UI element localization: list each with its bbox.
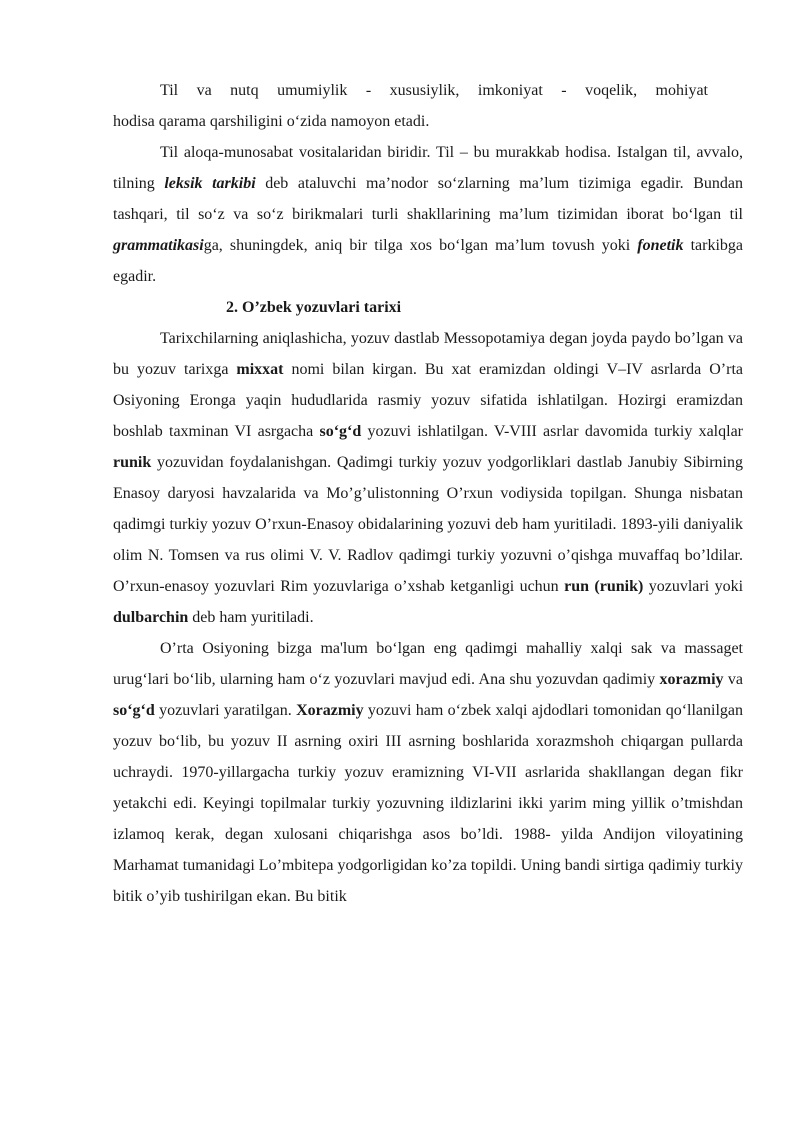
text-run: yozuvlari yaratilgan.: [154, 702, 297, 719]
text-run: deb ham yuritiladi.: [188, 609, 314, 626]
term-fonetik: fonetik: [637, 237, 684, 254]
intro-line-1: Til va nutq umumiylik - xususiylik, imkoniyat - voqelik, mohiyat: [160, 82, 708, 99]
term-runik: runik: [113, 454, 152, 471]
document-page: [113, 75, 743, 912]
term-xorazmiy: xorazmiy: [659, 671, 724, 688]
text-run: va: [723, 671, 744, 688]
term-xorazmiy-capital: Xorazmiy: [296, 702, 364, 719]
text-run: yozuvi ham o‘zbek xalqi ajdodlari tomonidan qo‘llanilgan yozuv bo‘lib, bu yozuv II asrning oxiri III asrning boshlarida xorazmshoh chiqargan pullarda uchraydi. 1970-yillargacha turkiy yozuv eramizning VI-VII asrlarida shakllangan degan fikr yetakchi edi. Keyingi topilmalar turkiy yozuvning ildizlarini ikki yarim ming yillik o’tmishdan izlamoq kerak, degan xulosani chiqarishga asos bo’ldi. 1988- yilda Andijon viloyatining Marhamat tumanidagi Lo’mbitepa yodgorligidan ko’za topildi. Uning bandi sirtiga qadimiy turkiy bitik o’yib tushirilgan ekan. Bu bitik: [113, 702, 744, 905]
text-run: yozuvidan foydalanishgan. Qadimgi turkiy yozuv yodgorliklari dastlab Janubiy Sibirning Enasoy daryosi havzalarida va Mo’g’ulistonning O’rxun vodiysida topilgan. Shunga nisbatan qadimgi turkiy yozuv O’rxun-Enasoy obidalarining yozuvi deb ham yuritiladi. 1893-yili daniyalik olim N. Tomsen va rus olimi V. V. Radlov qadimgi turkiy yozuvni o’qishga muvaffaq bo’ldilar. O’rxun-enasoy yozuvlari Rim yozuvlariga o’xshab ketganligi uchun: [113, 454, 743, 595]
paragraph-central-asia-scripts: [113, 633, 743, 912]
paragraph-language-definition: [113, 137, 743, 292]
term-run-runik: run (runik): [564, 578, 644, 595]
term-grammatikasi: grammatikasi: [113, 237, 204, 254]
text-run: yozuvlari yoki: [643, 578, 744, 595]
text-run: O’rta Osiyoning bizga ma'lum bo‘lgan eng qadimgi mahalliy xalqi sak va massaget urug‘lari bo‘lib, ularning ham o‘z yozuvlari mavjud edi. Ana shu yozuvdan qadimiy: [113, 640, 743, 688]
text-run: yozuvi ishlatilgan. V-VIII asrlar davomida turkiy xalqlar: [361, 423, 744, 440]
paragraph-writing-history: [113, 323, 743, 633]
term-mixxat: mixxat: [236, 361, 284, 378]
term-sogd: so‘g‘d: [113, 702, 155, 719]
text-run: tarkibga egadir.: [113, 237, 744, 285]
text-run: ga, shuningdek, aniq bir tilga xos bo‘lgan ma’lum tovush yoki: [203, 237, 638, 254]
term-dulbarchin: dulbarchin: [113, 609, 189, 626]
text-run: Tarixchilarning aniqlashicha, yozuv dastlab Messopotamiya degan joyda paydo bo’lgan va bu yozuv tarixga: [113, 330, 743, 378]
text-run: deb ataluvchi ma’nodor so‘zlarning ma’lum tizimiga egadir. Bundan tashqari, til so‘z va so‘z birikmalari turli shakllarining ma’lum tizimidan iborat bo‘lgan til: [113, 175, 744, 223]
text-run: Til aloqa-munosabat vositalaridan biridir. Til – bu murakkab hodisa. Istalgan til, avvalo, tilning: [113, 144, 743, 192]
term-leksik-tarkibi: leksik tarkibi: [164, 175, 256, 192]
section-heading: 2. O’zbek yozuvlari tarixi: [226, 299, 402, 316]
term-sogd: so‘g‘d: [319, 423, 362, 440]
text-run: nomi bilan kirgan. Bu xat eramizdan oldingi V–IV asrlarda O’rta Osiyoning Eronga yaqin hududlarida rasmiy yozuv sifatida ishlatilgan. Hozirgi eramizdan boshlab taxminan VI asrgacha: [113, 361, 743, 440]
intro-line-2: hodisa qarama qarshiligini o‘zida namoyon etadi.: [113, 113, 430, 130]
